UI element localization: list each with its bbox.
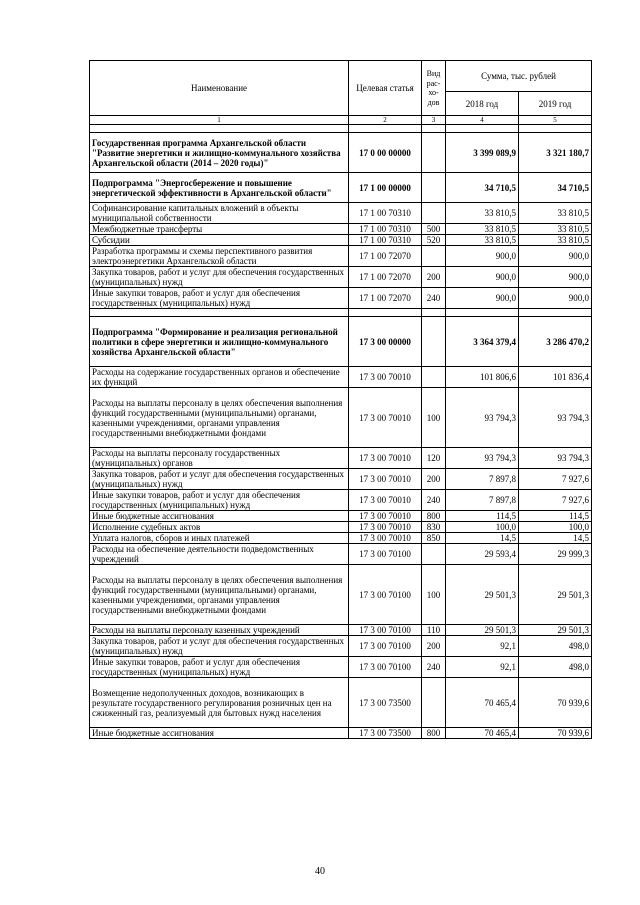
- row-target-article: 17 3 00 70100: [349, 636, 422, 657]
- row-expense-type: 500: [422, 224, 446, 235]
- row-name: Субсидии: [90, 235, 349, 246]
- row-name: Иные закупки товаров, работ и услуг для обеспечения государственных (муниципальных) нужд: [90, 657, 349, 678]
- row-sum-2019: 900,0: [519, 288, 592, 309]
- row-name: Подпрограмма "Формирование и реализация региональной политики в сфере энергетики и жилищно-коммунального хозяйства Архангельской области": [90, 317, 349, 367]
- column-number: 3: [422, 116, 446, 125]
- table-row: [90, 625, 592, 636]
- row-target-article: 17 3 00 70100: [349, 565, 422, 625]
- table-row: [90, 728, 592, 739]
- row-expense-type: [422, 367, 446, 388]
- row-name: Софинансирование капитальных вложений в объекты муниципальной собственности: [90, 203, 349, 224]
- row-sum-2019: 498,0: [519, 657, 592, 678]
- header-expense-type: Вид рас- хо- дов: [422, 61, 446, 116]
- row-sum-2019: 3 321 180,7: [519, 133, 592, 173]
- row-sum-2018: 29 501,3: [446, 625, 519, 636]
- row-sum-2018: 70 465,4: [446, 728, 519, 739]
- row-name: Закупка товаров, работ и услуг для обеспечения государственных (муниципальных) нужд: [90, 267, 349, 288]
- row-sum-2018: 33 810,5: [446, 235, 519, 246]
- table-row: [90, 636, 592, 657]
- row-target-article: 17 3 00 70100: [349, 657, 422, 678]
- table-row: [90, 544, 592, 565]
- row-target-article: 17 3 00 70100: [349, 625, 422, 636]
- budget-table: [89, 60, 592, 739]
- row-sum-2018: 33 810,5: [446, 203, 519, 224]
- empty-cell: [90, 125, 349, 133]
- row-target-article: 17 0 00 00000: [349, 133, 422, 173]
- row-name: Расходы на выплаты персоналу казенных учреждений: [90, 625, 349, 636]
- row-sum-2018: 7 897,8: [446, 469, 519, 490]
- row-sum-2018: 3 364 379,4: [446, 317, 519, 367]
- row-expense-type: 850: [422, 533, 446, 544]
- table-row: [90, 317, 592, 367]
- row-expense-type: 200: [422, 267, 446, 288]
- column-number-row: [90, 116, 592, 125]
- row-sum-2019: 29 999,3: [519, 544, 592, 565]
- row-name: Закупка товаров, работ и услуг для обеспечения государственных (муниципальных) нужд: [90, 469, 349, 490]
- empty-cell: [349, 125, 422, 133]
- row-expense-type: 110: [422, 625, 446, 636]
- table-row: [90, 388, 592, 448]
- row-sum-2019: 498,0: [519, 636, 592, 657]
- row-name: Межбюджетные трансферты: [90, 224, 349, 235]
- row-expense-type: 200: [422, 469, 446, 490]
- column-number: 1: [90, 116, 349, 125]
- row-name: Иные бюджетные ассигнования: [90, 728, 349, 739]
- row-sum-2019: 14,5: [519, 533, 592, 544]
- row-sum-2018: 33 810,5: [446, 224, 519, 235]
- row-name: Расходы на выплаты персоналу государственных (муниципальных) органов: [90, 448, 349, 469]
- table-row: [90, 367, 592, 388]
- table-row: [90, 235, 592, 246]
- empty-cell: [519, 125, 592, 133]
- row-sum-2019: 70 939,6: [519, 678, 592, 728]
- row-name: Расходы на выплаты персоналу в целях обеспечения выполнения функций государственными (муниципальными) органами, казенными учреждениями, органами управления государственными внебюджетными фондами: [90, 565, 349, 625]
- row-expense-type: [422, 544, 446, 565]
- header-sum: Сумма, тыс. рублей: [446, 61, 592, 92]
- row-target-article: 17 3 00 70010: [349, 367, 422, 388]
- row-expense-type: [422, 203, 446, 224]
- spacer-row: [90, 125, 592, 133]
- row-sum-2018: 7 897,8: [446, 490, 519, 511]
- row-sum-2019: 114,5: [519, 511, 592, 522]
- row-target-article: 17 3 00 70010: [349, 511, 422, 522]
- table-row: [90, 133, 592, 173]
- row-name: Иные бюджетные ассигнования: [90, 511, 349, 522]
- spacer-row: [90, 309, 592, 317]
- row-sum-2019: 93 794,3: [519, 388, 592, 448]
- column-number: 2: [349, 116, 422, 125]
- row-target-article: 17 3 00 70010: [349, 448, 422, 469]
- row-expense-type: [422, 173, 446, 203]
- header-year-2019: 2019 год: [519, 92, 592, 116]
- row-sum-2018: 92,1: [446, 636, 519, 657]
- row-target-article: 17 1 00 72070: [349, 267, 422, 288]
- row-expense-type: [422, 317, 446, 367]
- table-row: [90, 522, 592, 533]
- row-expense-type: 240: [422, 657, 446, 678]
- row-target-article: 17 3 00 70010: [349, 490, 422, 511]
- row-sum-2018: 70 465,4: [446, 678, 519, 728]
- row-target-article: 17 1 00 70310: [349, 203, 422, 224]
- row-sum-2018: 29 501,3: [446, 565, 519, 625]
- empty-cell: [446, 125, 519, 133]
- row-name: Иные закупки товаров, работ и услуг для обеспечения государственных (муниципальных) нужд: [90, 288, 349, 309]
- row-sum-2019: 29 501,3: [519, 565, 592, 625]
- table-row: [90, 288, 592, 309]
- row-sum-2018: 900,0: [446, 267, 519, 288]
- row-expense-type: 800: [422, 511, 446, 522]
- row-expense-type: 200: [422, 636, 446, 657]
- empty-cell: [446, 309, 519, 317]
- row-sum-2019: 7 927,6: [519, 490, 592, 511]
- row-sum-2019: 70 939,6: [519, 728, 592, 739]
- table-row: [90, 657, 592, 678]
- row-name: Подпрограмма "Энергосбережение и повышение энергетической эффективности в Архангельской области": [90, 173, 349, 203]
- row-target-article: 17 3 00 00000: [349, 317, 422, 367]
- table-row: [90, 565, 592, 625]
- row-expense-type: 240: [422, 288, 446, 309]
- row-target-article: 17 3 00 73500: [349, 728, 422, 739]
- row-sum-2018: 29 593,4: [446, 544, 519, 565]
- header-year-2018: 2018 год: [446, 92, 519, 116]
- row-sum-2018: 93 794,3: [446, 448, 519, 469]
- empty-cell: [422, 309, 446, 317]
- row-sum-2019: 33 810,5: [519, 235, 592, 246]
- row-sum-2018: 14,5: [446, 533, 519, 544]
- row-sum-2019: 101 836,4: [519, 367, 592, 388]
- table-row: [90, 678, 592, 728]
- empty-cell: [90, 309, 349, 317]
- table-row: [90, 246, 592, 267]
- row-name: Государственная программа Архангельской области "Развитие энергетики и жилищно-коммунального хозяйства Архангельской области (2014 – 2020 годы)": [90, 133, 349, 173]
- row-name: Исполнение судебных актов: [90, 522, 349, 533]
- row-expense-type: 240: [422, 490, 446, 511]
- table-row: [90, 469, 592, 490]
- row-target-article: 17 1 00 72070: [349, 246, 422, 267]
- table-row: [90, 267, 592, 288]
- header-target-article: Целевая статья: [349, 61, 422, 116]
- row-sum-2018: 92,1: [446, 657, 519, 678]
- row-target-article: 17 3 00 70010: [349, 522, 422, 533]
- row-sum-2019: 93 794,3: [519, 448, 592, 469]
- row-sum-2019: 3 286 470,2: [519, 317, 592, 367]
- row-sum-2018: 900,0: [446, 288, 519, 309]
- row-sum-2018: 3 399 089,9: [446, 133, 519, 173]
- row-target-article: 17 3 00 73500: [349, 678, 422, 728]
- row-name: Иные закупки товаров, работ и услуг для обеспечения государственных (муниципальных) нужд: [90, 490, 349, 511]
- column-number: 4: [446, 116, 519, 125]
- row-sum-2019: 100,0: [519, 522, 592, 533]
- table-row: [90, 448, 592, 469]
- row-sum-2019: 900,0: [519, 246, 592, 267]
- budget-table-container: [89, 60, 591, 739]
- table-row: [90, 533, 592, 544]
- row-expense-type: 830: [422, 522, 446, 533]
- table-row: [90, 173, 592, 203]
- row-sum-2019: 34 710,5: [519, 173, 592, 203]
- row-sum-2019: 900,0: [519, 267, 592, 288]
- row-sum-2019: 33 810,5: [519, 224, 592, 235]
- column-number: 5: [519, 116, 592, 125]
- row-expense-type: 520: [422, 235, 446, 246]
- table-row: [90, 490, 592, 511]
- row-sum-2018: 93 794,3: [446, 388, 519, 448]
- empty-cell: [422, 125, 446, 133]
- row-target-article: 17 3 00 70100: [349, 544, 422, 565]
- row-expense-type: [422, 246, 446, 267]
- table-body: [90, 125, 592, 739]
- row-name: Расходы на обеспечение деятельности подведомственных учреждений: [90, 544, 349, 565]
- row-name: Закупка товаров, работ и услуг для обеспечения государственных (муниципальных) нужд: [90, 636, 349, 657]
- row-sum-2018: 114,5: [446, 511, 519, 522]
- row-target-article: 17 3 00 70010: [349, 533, 422, 544]
- table-row: [90, 511, 592, 522]
- row-sum-2019: 33 810,5: [519, 203, 592, 224]
- empty-cell: [519, 309, 592, 317]
- row-sum-2018: 100,0: [446, 522, 519, 533]
- row-sum-2018: 101 806,6: [446, 367, 519, 388]
- row-name: Уплата налогов, сборов и иных платежей: [90, 533, 349, 544]
- row-expense-type: [422, 678, 446, 728]
- row-expense-type: [422, 133, 446, 173]
- row-name: Возмещение недополученных доходов, возникающих в результате государственного регулирования розничных цен на сжиженный газ, реализуемый для бытовых нужд населения: [90, 678, 349, 728]
- row-sum-2018: 34 710,5: [446, 173, 519, 203]
- empty-cell: [349, 309, 422, 317]
- row-target-article: 17 1 00 70310: [349, 235, 422, 246]
- row-sum-2019: 7 927,6: [519, 469, 592, 490]
- row-sum-2018: 900,0: [446, 246, 519, 267]
- row-name: Разработка программы и схемы перспективного развития электроэнергетики Архангельской области: [90, 246, 349, 267]
- row-name: Расходы на выплаты персоналу в целях обеспечения выполнения функций государственными (муниципальными) органами, казенными учреждениями, органами управления государственными внебюджетными фондами: [90, 388, 349, 448]
- page-number: 40: [315, 866, 325, 877]
- row-target-article: 17 1 00 00000: [349, 173, 422, 203]
- table-row: [90, 203, 592, 224]
- row-name: Расходы на содержание государственных органов и обеспечение их функций: [90, 367, 349, 388]
- row-expense-type: 100: [422, 565, 446, 625]
- row-target-article: 17 1 00 72070: [349, 288, 422, 309]
- row-target-article: 17 3 00 70010: [349, 469, 422, 490]
- row-target-article: 17 3 00 70010: [349, 388, 422, 448]
- row-expense-type: 120: [422, 448, 446, 469]
- header-name: Наименование: [90, 61, 349, 116]
- row-expense-type: 100: [422, 388, 446, 448]
- row-expense-type: 800: [422, 728, 446, 739]
- row-target-article: 17 1 00 70310: [349, 224, 422, 235]
- row-sum-2019: 29 501,3: [519, 625, 592, 636]
- table-row: [90, 224, 592, 235]
